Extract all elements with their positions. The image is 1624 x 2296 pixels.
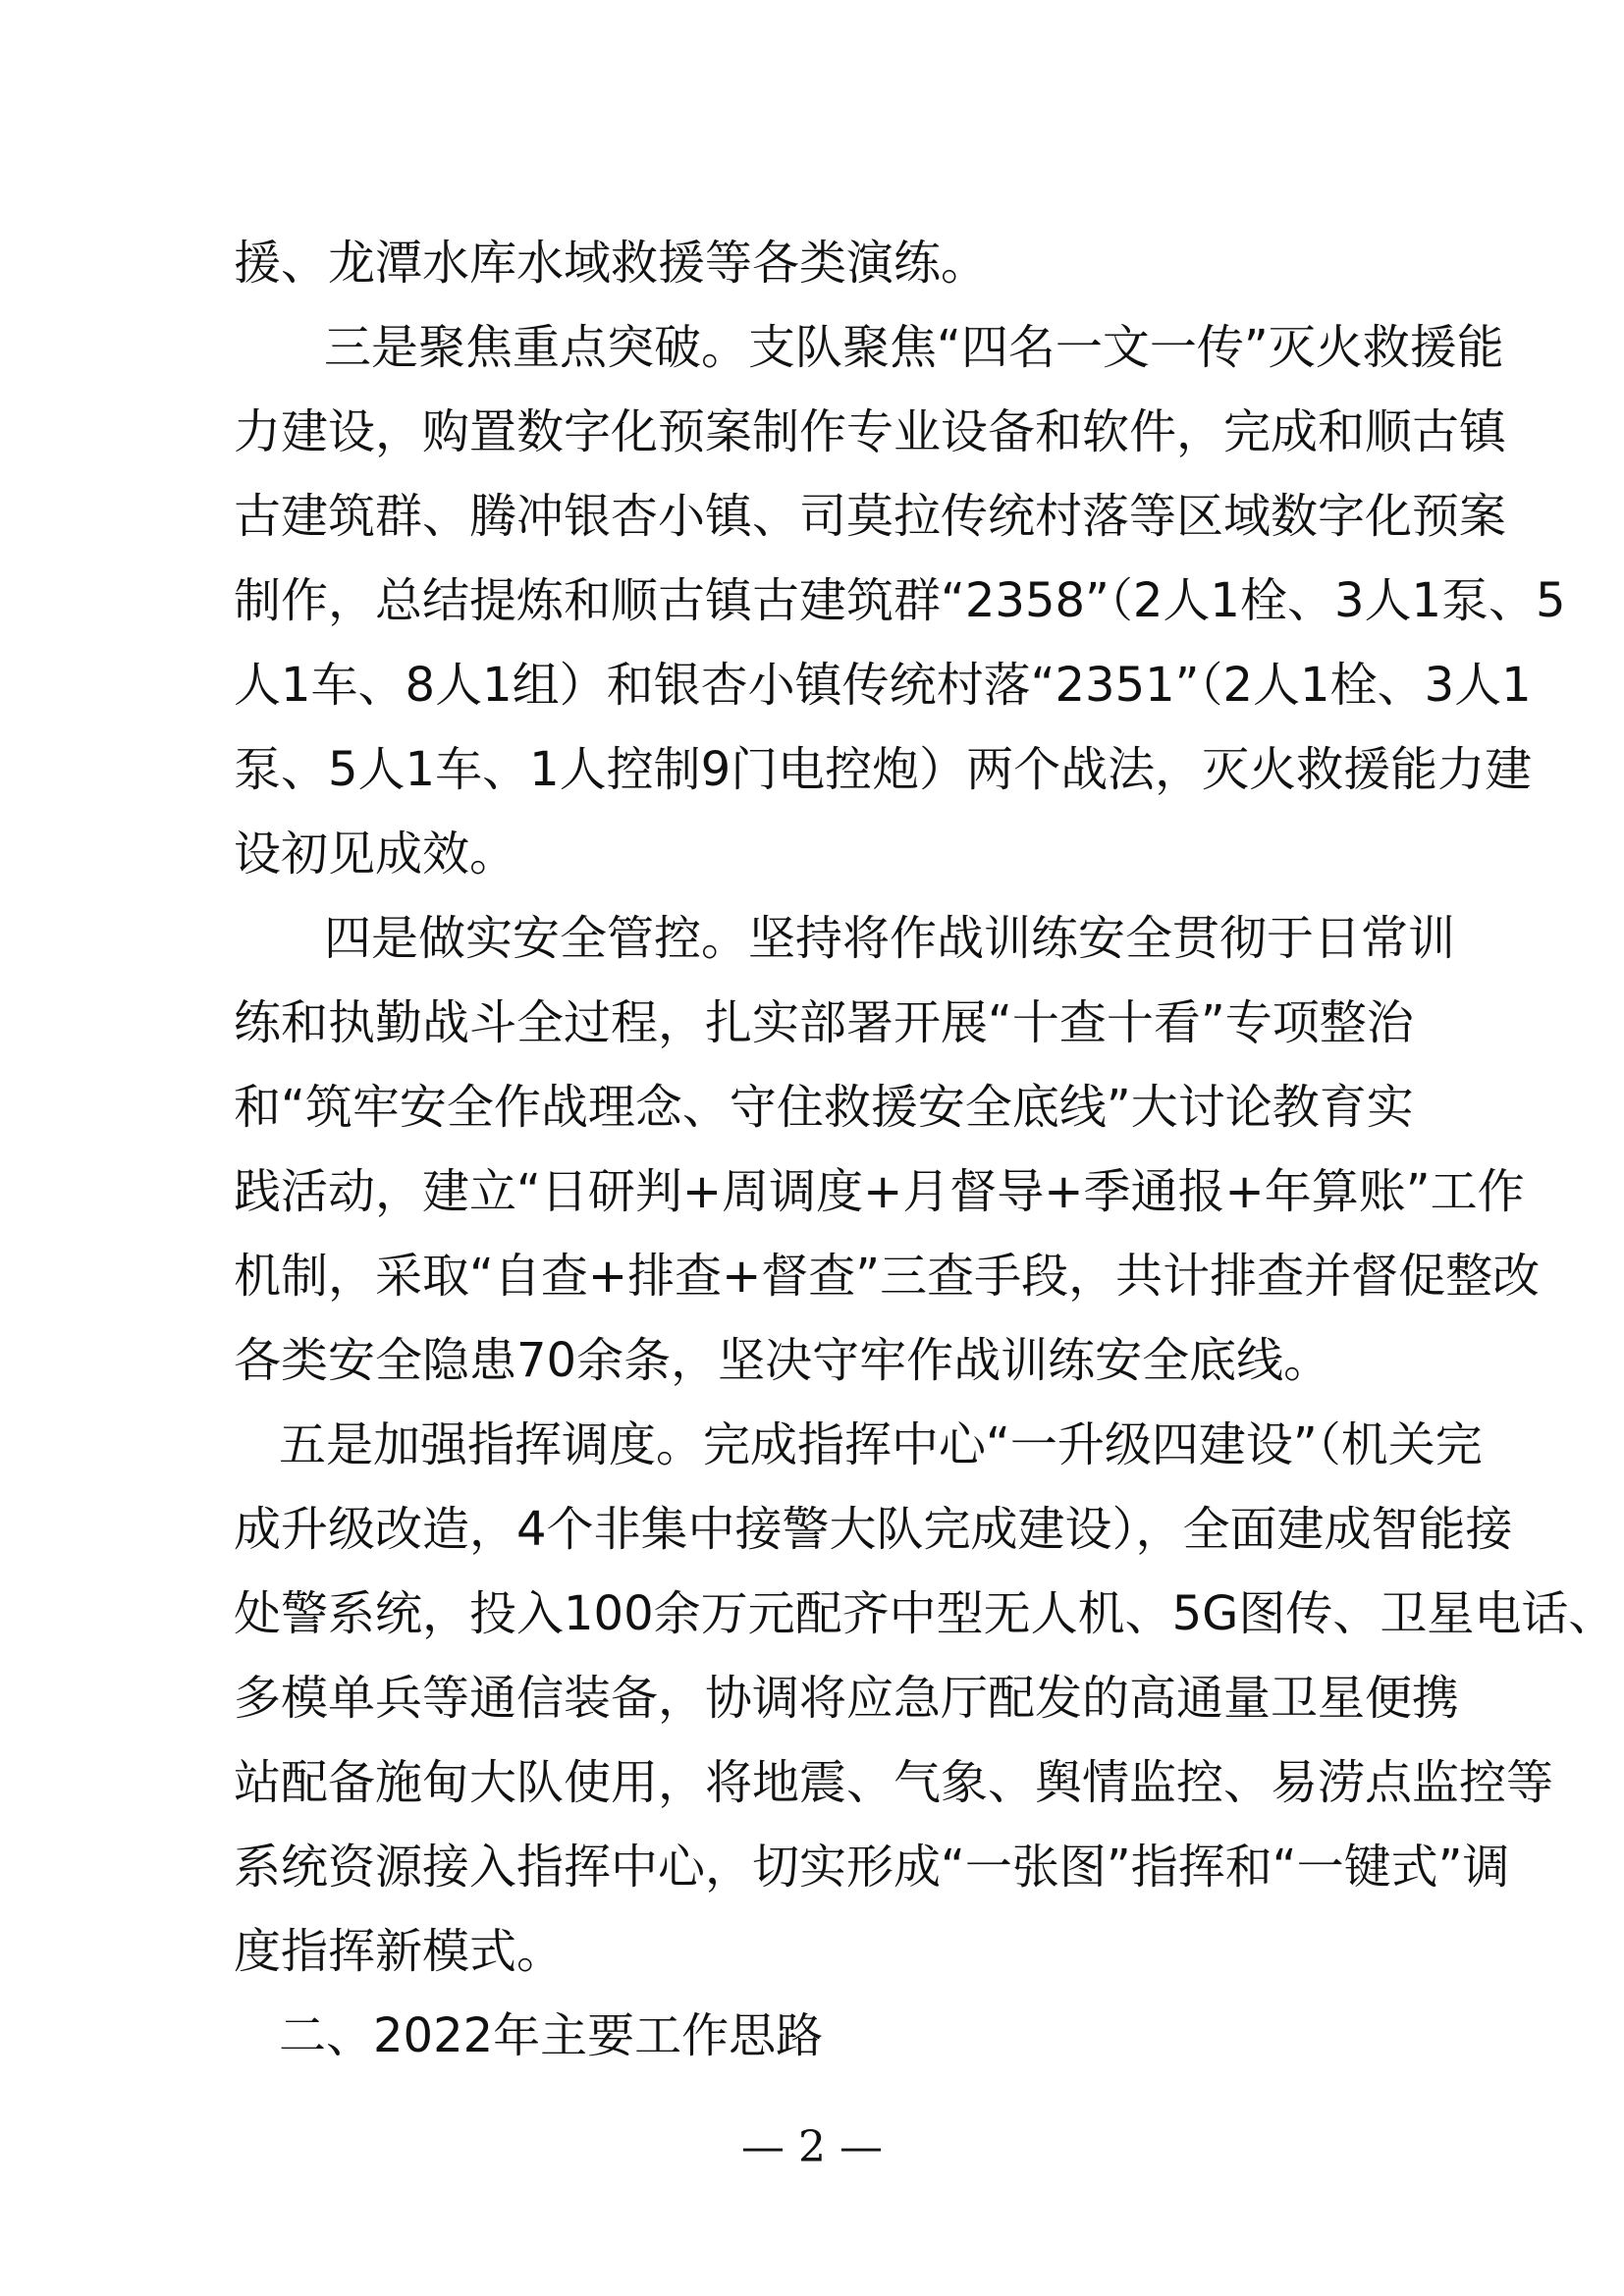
paragraph-line: 系统资源接入指挥中心，切实形成“一张图”指挥和“一键式”调 xyxy=(234,1840,1510,1895)
paragraph-line: 泵、5人1车、1人控制9门电控炮）两个战法，灭火救援能力建 xyxy=(234,742,1533,797)
paragraph-line: 三是聚焦重点突破。支队聚焦“四名一文一传”灭火救援能 xyxy=(324,320,1504,375)
paragraph-line: 四是做实安全管控。坚持将作战训练安全贯彻于日常训 xyxy=(324,911,1456,966)
section-heading: 二、2022年主要工作思路 xyxy=(279,2008,824,2063)
paragraph-line: 机制，采取“自查+排查+督查”三查手段，共计排查并督促整改 xyxy=(234,1249,1541,1304)
paragraph-line: 践活动，建立“日研判+周调度+月督导+季通报+年算账”工作 xyxy=(234,1164,1525,1219)
paragraph-line: 五是加强指挥调度。完成指挥中心“一升级四建设”（机关完 xyxy=(279,1417,1483,1472)
paragraph-line: 各类安全隐患70余条，坚决守牢作战训练安全底线。 xyxy=(234,1333,1331,1388)
paragraph-line: 站配备施甸大队使用，将地震、气象、舆情监控、易涝点监控等 xyxy=(234,1755,1554,1810)
paragraph-line: 力建设，购置数字化预案制作专业设备和软件，完成和顺古镇 xyxy=(234,404,1507,459)
paragraph-line: 人1车、8人1组）和银杏小镇传统村落“2351”（2人1栓、3人1 xyxy=(234,658,1532,713)
paragraph-line: 援、龙潭水库水域救援等各类演练。 xyxy=(234,236,989,291)
paragraph-line: 和“筑牢安全作战理念、守住救援安全底线”大讨论教育实 xyxy=(234,1080,1414,1135)
paragraph-line: 度指挥新模式。 xyxy=(234,1924,565,1979)
page-number: — 2 — xyxy=(741,2122,883,2172)
paragraph-line: 古建筑群、腾冲银杏小镇、司莫拉传统村落等区域数字化预案 xyxy=(234,489,1507,544)
paragraph-line: 成升级改造，4个非集中接警大队完成建设），全面建成智能接 xyxy=(234,1502,1513,1557)
paragraph-line: 设初见成效。 xyxy=(234,827,517,881)
paragraph-line: 处警系统，投入100余万元配齐中型无人机、5G图传、卫星电话、 xyxy=(234,1586,1616,1641)
paragraph-line: 制作，总结提炼和顺古镇古建筑群“2358”（2人1栓、3人1泵、5 xyxy=(234,573,1566,628)
paragraph-line: 练和执勤战斗全过程，扎实部署开展“十查十看”专项整治 xyxy=(234,995,1414,1050)
paragraph-line: 多模单兵等通信装备，协调将应急厅配发的高通量卫星便携 xyxy=(234,1671,1460,1726)
